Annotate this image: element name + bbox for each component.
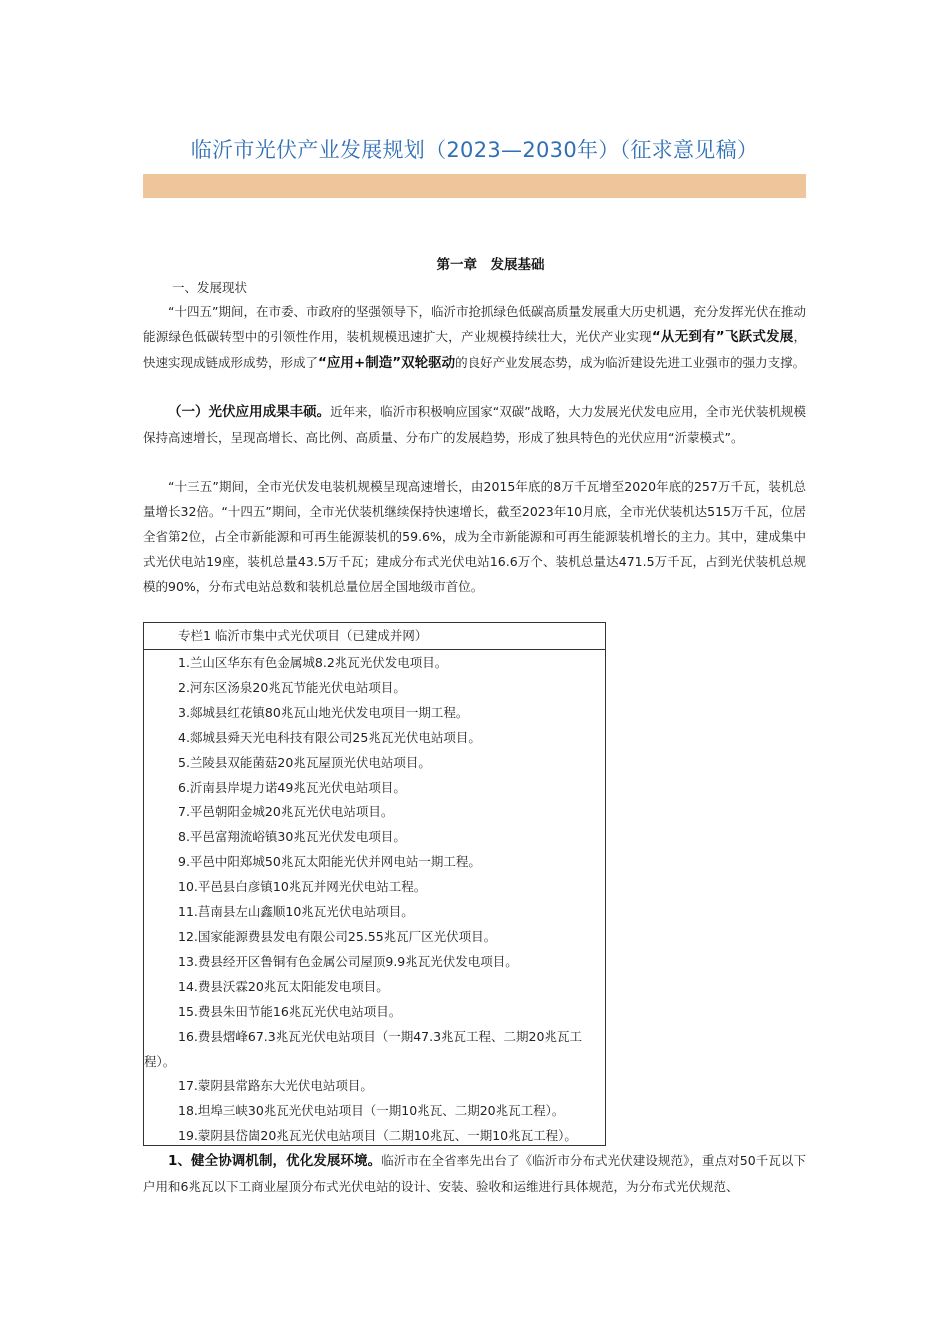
section-heading: 一、发展现状 [172, 280, 248, 295]
intro-text-d: 的良好产业发展态势，成为临沂建设先进工业强市的强力支撑。 [455, 355, 806, 370]
project-list-item: 15.费县朱田节能16兆瓦光伏电站项目。 [178, 1003, 402, 1019]
project-list-item: 14.费县沃霖20兆瓦太阳能发电项目。 [178, 978, 389, 994]
project-list-item: 5.兰陵县双能菌菇20兆瓦屋顶光伏电站项目。 [178, 754, 431, 770]
mechanism-text: 临沂市在全省率先出台了《临沂市分布式光伏建设规范》，重点对50千瓦以下户用和6兆瓦以下工商业屋顶分布式光伏电站的设计、安装、验收和运维进行具体规范，为分布式光伏规范、 [143, 1153, 806, 1194]
project-list-item: 18.坦埠三峡30兆瓦光伏电站项目（一期10兆瓦、二期20兆瓦工程）。 [178, 1103, 565, 1119]
project-list-item: 13.费县经开区鲁铜有色金属公司屋顶9.9兆瓦光伏发电项目。 [178, 953, 518, 969]
project-list-item: 16.费县熠峰67.3兆瓦光伏电站项目（一期47.3兆瓦工程、二期20兆瓦工程）。 [144, 1028, 582, 1069]
project-list-item: 10.平邑县白彦镇10兆瓦并网光伏电站工程。 [178, 879, 427, 895]
achievement-paragraph [143, 399, 806, 450]
mechanism-paragraph [143, 1148, 806, 1199]
project-list-item: 1.兰山区华东有色金属城8.2兆瓦光伏发电项目。 [178, 655, 448, 670]
intro-bold-1: “从无到有”飞跃式发展 [651, 329, 794, 345]
document-title: 临沂市光伏产业发展规划（2023—2030年）（征求意见稿） [190, 138, 759, 162]
capacity-paragraph: “十三五”期间，全市光伏发电装机规模呈现高速增长，由2015年底的8万千瓦增至2020年底的257万千瓦，装机总量增长32倍。“十四五”期间，全市光伏装机继续保持快速增长，截至2023年10月底，全市光伏装机达515万千瓦，位居全省第2位，占全市新能源和可再生能源装机的59.6%，成为全市新能源和可再生能源装机增长的主力。其中，建成集中式光伏电站19座，装机总量43.5万千瓦；建成分布式光伏电站16.6万个、装机总量达471.5万千瓦，占到光伏装机总规模的90%，分布式电站总数和装机总量位居全国地级市首位。 [143, 479, 806, 594]
project-list-item: 6.沂南县岸堤力诺49兆瓦光伏电站项目。 [178, 779, 406, 795]
chapter-heading: 第一章 发展基础 [436, 257, 545, 273]
project-list-item: 19.蒙阴县岱崮20兆瓦光伏电站项目（二期10兆瓦、一期10兆瓦工程）。 [178, 1128, 577, 1144]
project-list-item: 8.平邑富翔流峪镇30兆瓦光伏发电项目。 [178, 829, 406, 845]
title-underline-bar [143, 174, 806, 198]
achievement-text: 近年来，临沂市积极响应国家“双碳”战略，大力发展光伏发电应用，全市光伏装机规模保持高速增长，呈现高增长、高比例、高质量、分布广的发展趋势，形成了独具特色的光伏应用“沂蒙模式”。 [143, 404, 806, 445]
achievement-heading: （一）光伏应用成果丰硕。 [168, 404, 331, 420]
project-list-item: 2.河东区汤泉20兆瓦节能光伏电站项目。 [178, 679, 406, 695]
project-list [144, 650, 605, 1149]
intro-bold-2: “应用+制造”双轮驱动 [318, 355, 456, 371]
project-list-item: 17.蒙阴县常路东大光伏电站项目。 [178, 1078, 373, 1094]
intro-text-c: ，快速实现成链成形成势，形成了 [143, 329, 806, 370]
project-list-box [143, 622, 606, 1146]
project-list-item: 7.平邑朝阳金城20兆瓦光伏电站项目。 [178, 804, 394, 820]
project-list-item: 11.莒南县左山鑫顺10兆瓦光伏电站项目。 [178, 904, 414, 920]
intro-paragraph [143, 299, 806, 376]
mechanism-heading: 1、健全协调机制，优化发展环境。 [168, 1153, 382, 1169]
project-list-item: 4.郯城县舜天光电科技有限公司25兆瓦光伏电站项目。 [178, 729, 481, 745]
project-list-item: 3.郯城县红花镇80兆瓦山地光伏发电项目一期工程。 [178, 704, 469, 720]
project-list-item: 12.国家能源费县发电有限公司25.55兆瓦厂区光伏项目。 [178, 928, 497, 944]
project-list-item: 9.平邑中阳郑城50兆瓦太阳能光伏并网电站一期工程。 [178, 854, 481, 870]
project-list-header: 专栏1 临沂市集中式光伏项目（已建成并网） [144, 623, 605, 650]
intro-text-a: “十四五”期间，在市委、市政府的坚强领导下，临沂市抢抓绿色低碳高质量发展重大历史机遇，充分发挥光伏在推动能源绿色低碳转型中的引领性作用，装机规模迅速扩大，产业规模持续壮大，光伏产业实现 [143, 304, 806, 344]
